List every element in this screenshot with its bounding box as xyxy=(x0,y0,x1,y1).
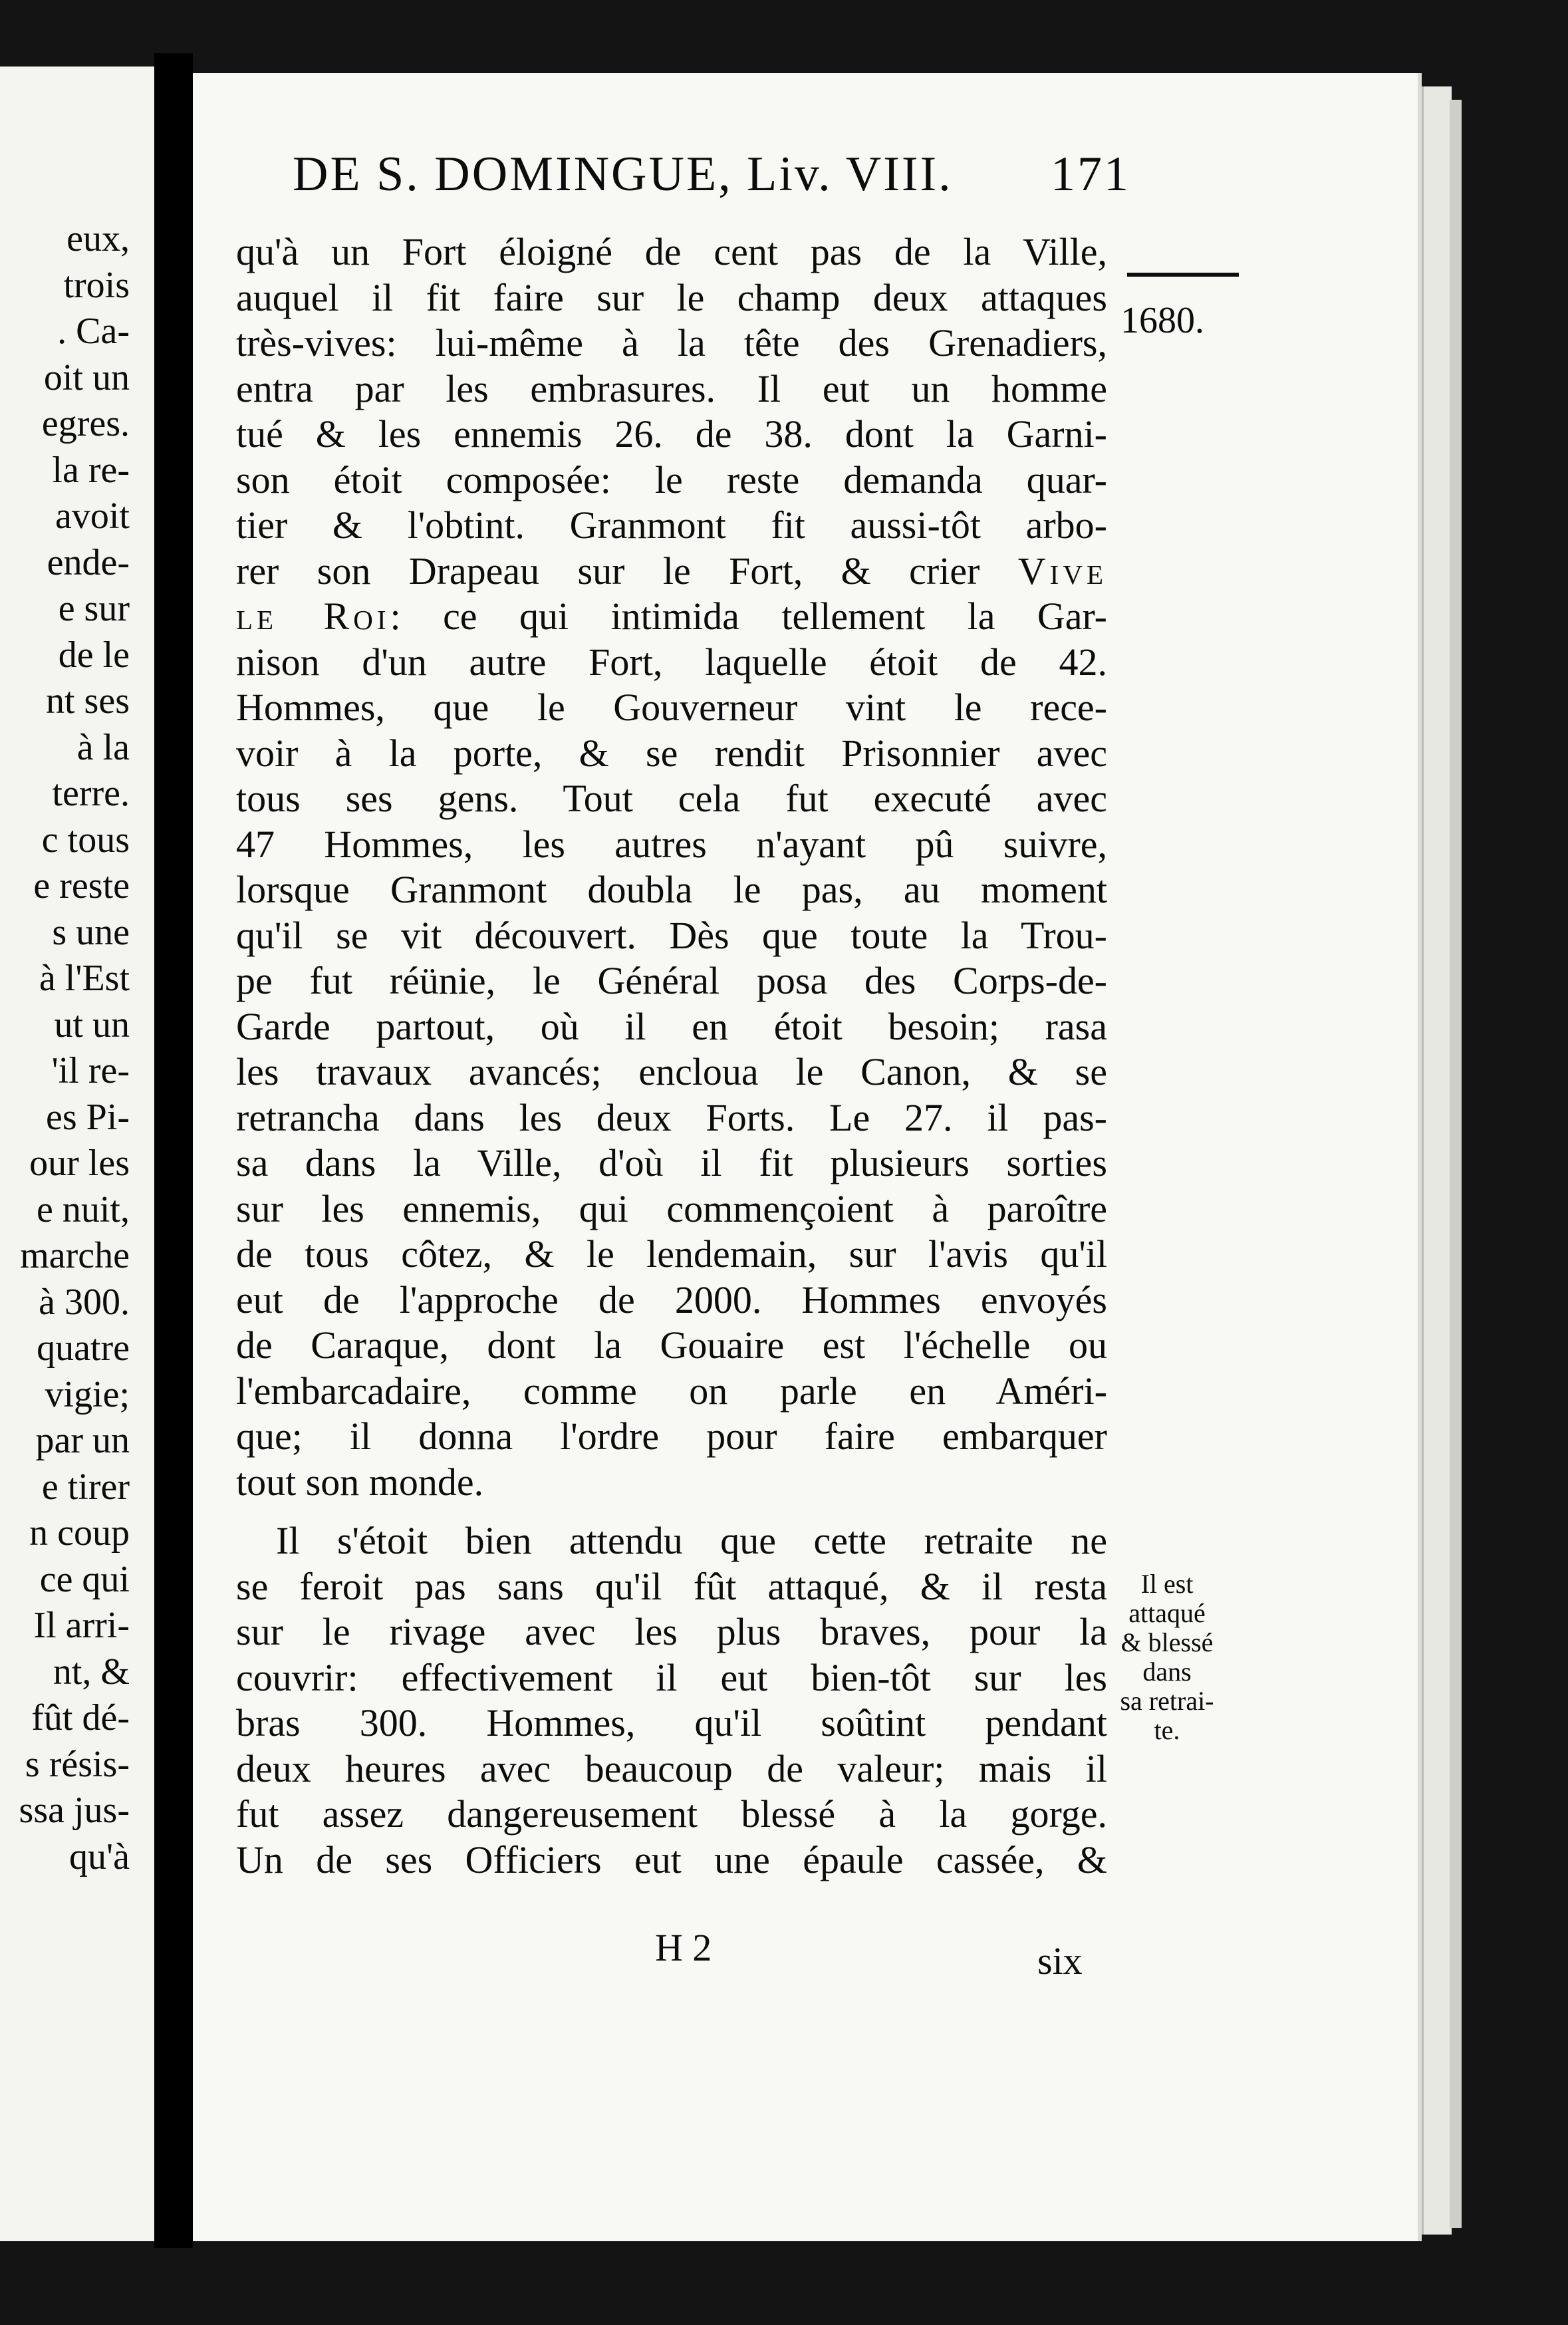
text-line: fut assez dangereusement blessé à la gorge. xyxy=(236,1792,1107,1836)
left-page-line: ssa jus- xyxy=(19,1790,130,1831)
text-line: qu'à un Fort éloigné de cent pas de la Ville, xyxy=(236,230,1107,273)
left-page-line: marche xyxy=(20,1235,130,1276)
text-line: eut de l'approche de 2000. Hommes envoyés xyxy=(236,1278,1107,1321)
text-line: Un de ses Officiers eut une épaule cassée, & xyxy=(236,1838,1107,1881)
left-page-line: vigie; xyxy=(45,1373,130,1415)
text-line: son étoit composée: le reste demanda quar- xyxy=(236,458,1107,501)
text-line: auquel il fit faire sur le champ deux attaques xyxy=(236,275,1107,319)
running-head-title: DE S. DOMINGUE, Liv. VIII. xyxy=(293,147,953,202)
margin-note-line: Il est xyxy=(1140,1569,1194,1599)
margin-note xyxy=(1104,1570,1230,1745)
left-page-line: eux, xyxy=(66,218,130,259)
text-line: voir à la porte, & se rendit Prisonnier avec xyxy=(236,731,1107,775)
left-page-line: avoit xyxy=(55,495,130,537)
left-page-line: e reste xyxy=(33,865,130,906)
text-line: lorsque Granmont doubla le pas, au moment xyxy=(236,868,1107,911)
left-page-line: à 300. xyxy=(39,1281,130,1323)
left-page-line: par un xyxy=(35,1420,130,1461)
left-page-line: la re- xyxy=(52,449,130,491)
text-line: très-vives: lui-même à la tête des Grenadiers, xyxy=(236,321,1107,364)
left-page-text xyxy=(0,216,130,1880)
text-line: Garde partout, où il en étoit besoin; rasa xyxy=(236,1004,1107,1048)
margin-rule xyxy=(1127,273,1239,277)
left-page-line: s résis- xyxy=(25,1743,130,1785)
text-line: 47 Hommes, les autres n'ayant pû suivre, xyxy=(236,822,1107,866)
left-page-line: c tous xyxy=(41,819,130,861)
text-line: se feroit pas sans qu'il fût attaqué, & il resta xyxy=(236,1564,1107,1608)
text-line-vive: rer son Drapeau sur le Fort, & crier Vive xyxy=(236,549,1107,593)
left-page-line: à la xyxy=(76,726,130,768)
margin-note-line: sa retrai- xyxy=(1120,1686,1214,1716)
book-gutter xyxy=(154,53,193,2248)
left-page-line: nt ses xyxy=(46,680,130,722)
running-head xyxy=(293,146,1130,203)
text-line: les travaux avancés; encloua le Canon, & se xyxy=(236,1050,1107,1093)
page-number: 171 xyxy=(1051,147,1130,202)
paragraph-2 xyxy=(236,1518,1107,1883)
left-page-line: ce qui xyxy=(39,1558,130,1600)
left-page-line: ut un xyxy=(54,1004,130,1045)
left-page-line: e tirer xyxy=(41,1466,130,1508)
left-page-line: fût dé- xyxy=(31,1697,130,1738)
text-line: retrancha dans les deux Forts. Le 27. il pas- xyxy=(236,1095,1107,1139)
margin-note-line: te. xyxy=(1154,1715,1180,1745)
margin-note-line: dans xyxy=(1142,1657,1192,1687)
page-edge xyxy=(1422,86,1452,2235)
margin-note-line: attaqué xyxy=(1128,1598,1206,1628)
left-page-line: n coup xyxy=(29,1512,130,1554)
text-line: de Caraque, dont la Gouaire est l'échelle ou xyxy=(236,1323,1107,1367)
text-line: que; il donna l'ordre pour faire embarquer xyxy=(236,1415,1107,1458)
text-line: sur les ennemis, qui commençoient à paroître xyxy=(236,1186,1107,1230)
text-line: tout son monde. xyxy=(236,1460,484,1504)
body-text xyxy=(236,229,1107,1883)
left-page-line: de le xyxy=(58,634,130,676)
left-page-line: e sur xyxy=(58,588,130,629)
margin-year: 1680. xyxy=(1120,300,1204,341)
left-page-line: e nuit, xyxy=(37,1188,130,1230)
margin-note-line: & blessé xyxy=(1120,1627,1214,1657)
left-page-line: trois xyxy=(63,264,130,306)
facing-left-page xyxy=(0,67,154,2241)
text-line: l'embarcadaire, comme on parle en Améri- xyxy=(236,1369,1107,1413)
catchword: six xyxy=(1037,1939,1083,1983)
le-roi-small-caps: le Roi xyxy=(236,595,390,638)
left-page-line: à l'Est xyxy=(39,958,130,999)
left-page-line: qu'à xyxy=(69,1836,130,1877)
text-line: de tous côtez, & le lendemain, sur l'avis qu'il xyxy=(236,1232,1107,1276)
text-line: entra par les embrasures. Il eut un homme xyxy=(236,366,1107,410)
left-page-line: 'il re- xyxy=(51,1050,130,1091)
left-page-line: our les xyxy=(29,1143,130,1184)
text-line: qu'il se vit découvert. Dès que toute la Trou- xyxy=(236,913,1107,957)
text-line: tous ses gens. Tout cela fut executé avec xyxy=(236,777,1107,820)
text-line: tier & l'obtint. Granmont fit aussi-tôt arbo- xyxy=(236,503,1107,547)
page-edge-shadow xyxy=(1450,100,1462,2228)
paragraph-1 xyxy=(236,229,1107,549)
left-page-line: es Pi- xyxy=(46,1096,130,1138)
left-page-line: ende- xyxy=(47,541,130,583)
text-line: pe fut réünie, le Général posa des Corps-de- xyxy=(236,959,1107,1002)
signature-mark: H 2 xyxy=(655,1926,712,1969)
text-line: sur le rivage avec les plus braves, pour la xyxy=(236,1610,1107,1653)
vive-small-caps: Vive xyxy=(1017,549,1107,593)
text-line: nison d'un autre Fort, laquelle étoit de 42. xyxy=(236,640,1107,684)
text-line: bras 300. Hommes, qu'il soûtint pendant xyxy=(236,1701,1107,1744)
text-line: couvrir: effectivement il eut bien-tôt sur les xyxy=(236,1655,1107,1699)
text-line: sa dans la Ville, d'où il fit plusieurs sorties xyxy=(236,1141,1107,1184)
text-line: Hommes, que le Gouverneur vint le rece- xyxy=(236,686,1107,729)
text-line: Il s'étoit bien attendu que cette retraite ne xyxy=(276,1519,1107,1562)
left-page-line: oit un xyxy=(43,356,130,398)
left-page-line: quatre xyxy=(37,1327,130,1369)
left-page-line: . Ca- xyxy=(57,311,130,352)
left-page-line: terre. xyxy=(52,773,130,814)
text-line-le-roi: le Roi: ce qui intimida tellement la Gar- xyxy=(236,595,1107,638)
text-line: tué & les ennemis 26. de 38. dont la Garni- xyxy=(236,412,1107,456)
paragraph-1-continued xyxy=(236,640,1107,1519)
left-page-line: s une xyxy=(52,911,130,953)
text-line: deux heures avec beaucoup de valeur; mais il xyxy=(236,1746,1107,1790)
left-page-line: egres. xyxy=(41,403,130,444)
left-page-line: nt, & xyxy=(53,1651,130,1693)
left-page-line: Il arri- xyxy=(33,1605,130,1646)
